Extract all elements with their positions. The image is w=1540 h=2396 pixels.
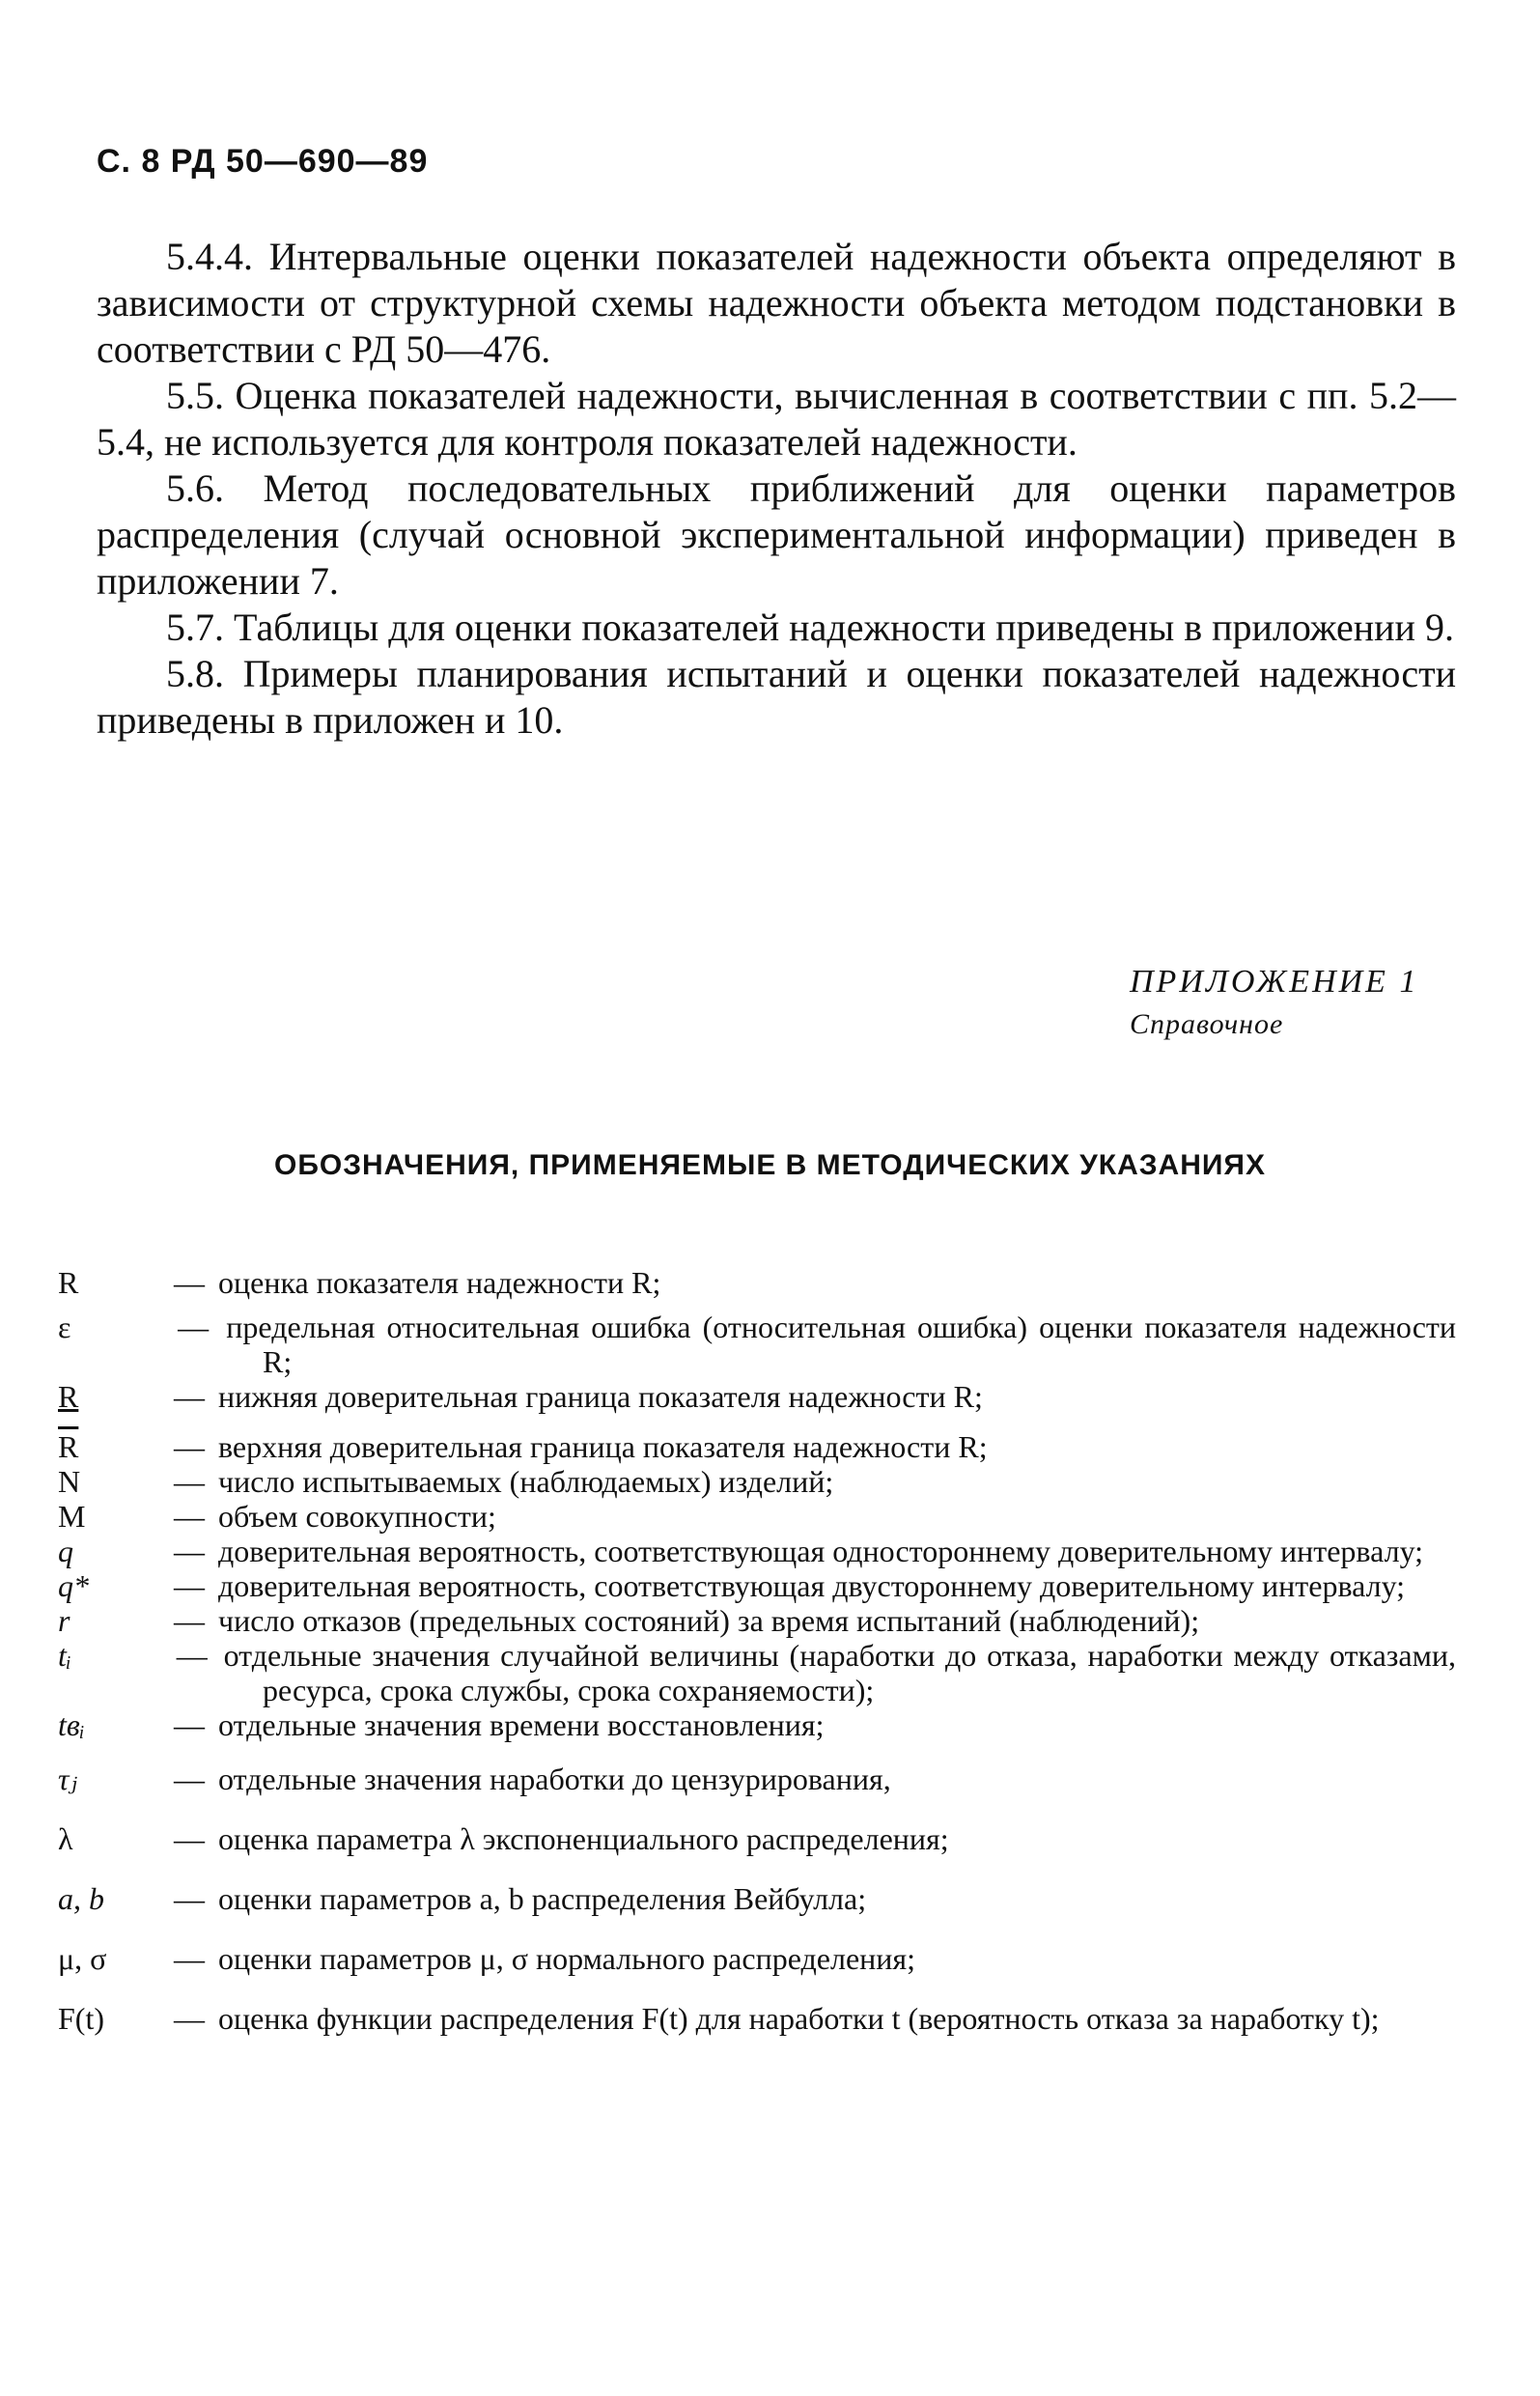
definition-text: оценки параметров a, b распределения Вейбулла;: [218, 1881, 867, 1916]
appendix-title: ПРИЛОЖЕНИЕ 1: [1130, 964, 1419, 1000]
definition-text: число испытываемых (наблюдаемых) изделий;: [218, 1464, 834, 1499]
glossary-title: ОБОЗНАЧЕНИЯ, ПРИМЕНЯЕМЫЕ В МЕТОДИЧЕСКИХ УКАЗАНИЯХ: [273, 1149, 1267, 1181]
definition-text: оценки параметров μ, σ нормального распределения;: [218, 1941, 915, 1976]
paragraph-5-4-4: 5.4.4. Интервальные оценки показателей надежности объекта определяют в зависимости от структурной схемы надежности объекта методом подстановки в соответствии с РД 50—476.: [97, 235, 1456, 371]
definition-item: ε — предельная относительная ошибка (относительная ошибка) оценки показателя надежности R;: [58, 1310, 1457, 1379]
definition-item: r — число отказов (предельных состояний) за время испытаний (наблюдений);: [58, 1603, 1200, 1638]
paragraph-5-7: 5.7. Таблицы для оценки показателей надежности приведены в приложении 9.: [166, 606, 1454, 649]
definition-text: отдельные значения наработки до цензурирования,: [218, 1762, 891, 1796]
definition-item: N — число испытываемых (наблюдаемых) изделий;: [58, 1464, 834, 1499]
definition-item: F(t) — оценка функции распределения F(t) для наработки t (вероятность отказа за наработку t);: [58, 2001, 1380, 2036]
definition-item: λ — оценка параметра λ экспоненциального распределения;: [58, 1821, 949, 1856]
section-5-text: [97, 234, 1456, 744]
definition-item: τⱼ — отдельные значения наработки до цензурирования,: [58, 1762, 891, 1796]
definition-item: R — нижняя доверительная граница показателя надежности R;: [58, 1379, 983, 1414]
definition-item: q — доверительная вероятность, соответствующая одностороннему доверительному интервалу;: [58, 1534, 1424, 1568]
paragraph-5-8: 5.8. Примеры планирования испытаний и оценки показателей надежности приведены в приложен и 10.: [97, 652, 1456, 742]
definition-text: число отказов (предельных состояний) за время испытаний (наблюдений);: [218, 1603, 1200, 1638]
definition-text: оценка параметра λ экспоненциального распределения;: [218, 1821, 949, 1856]
definition-item: tвᵢ — отдельные значения времени восстановления;: [58, 1707, 825, 1742]
definition-item: q* — доверительная вероятность, соответствующая двустороннему доверительному интервалу;: [58, 1568, 1406, 1603]
appendix-heading: [1130, 961, 1477, 1046]
definition-text: предельная относительная ошибка (относительная ошибка) оценки показателя надежности R;: [226, 1310, 1457, 1379]
definition-text: верхняя доверительная граница показателя надежности R;: [218, 1429, 988, 1464]
definition-item: M — объем совокупности;: [58, 1499, 496, 1534]
appendix-subtitle: Справочное: [1130, 1008, 1284, 1040]
page-header: С. 8 РД 50—690—89: [97, 143, 429, 180]
definition-item: tᵢ — отдельные значения случайной величины (наработки до отказа, наработки между отказами, ресурса, срока службы, срока сохраняемости);: [58, 1638, 1457, 1707]
definition-text: оценка показателя надежности R;: [218, 1265, 661, 1300]
definition-item: μ, σ — оценки параметров μ, σ нормального распределения;: [58, 1941, 915, 1976]
definition-text: отдельные значения случайной величины (наработки до отказа, наработки между отказами, ресурса, срока службы, срока сохраняемости);: [223, 1638, 1457, 1707]
definition-text: доверительная вероятность, соответствующая двустороннему доверительному интервалу;: [218, 1568, 1406, 1603]
definitions-list: [58, 1265, 1457, 2036]
definition-item: a, b — оценки параметров a, b распределения Вейбулла;: [58, 1881, 867, 1916]
definition-item: R — оценка показателя надежности R;: [58, 1265, 661, 1300]
definition-text: доверительная вероятность, соответствующая одностороннему доверительному интервалу;: [218, 1534, 1424, 1568]
definition-item: $\overline{R}$ — верхняя доверительная граница показателя надежности R;: [58, 1429, 988, 1464]
definition-text: нижняя доверительная граница показателя надежности R;: [218, 1379, 983, 1414]
definition-text: объем совокупности;: [218, 1499, 496, 1534]
paragraph-5-6: 5.6. Метод последовательных приближений для оценки параметров распределения (случай основной экспериментальной информации) приведен в приложении 7.: [97, 466, 1456, 603]
definition-text: отдельные значения времени восстановления;: [218, 1707, 825, 1742]
definition-text: оценка функции распределения F(t) для наработки t (вероятность отказа за наработку t);: [218, 2001, 1380, 2036]
paragraph-5-5: 5.5. Оценка показателей надежности, вычисленная в соответствии с пп. 5.2—5.4, не используется для контроля показателей надежности.: [97, 374, 1456, 464]
